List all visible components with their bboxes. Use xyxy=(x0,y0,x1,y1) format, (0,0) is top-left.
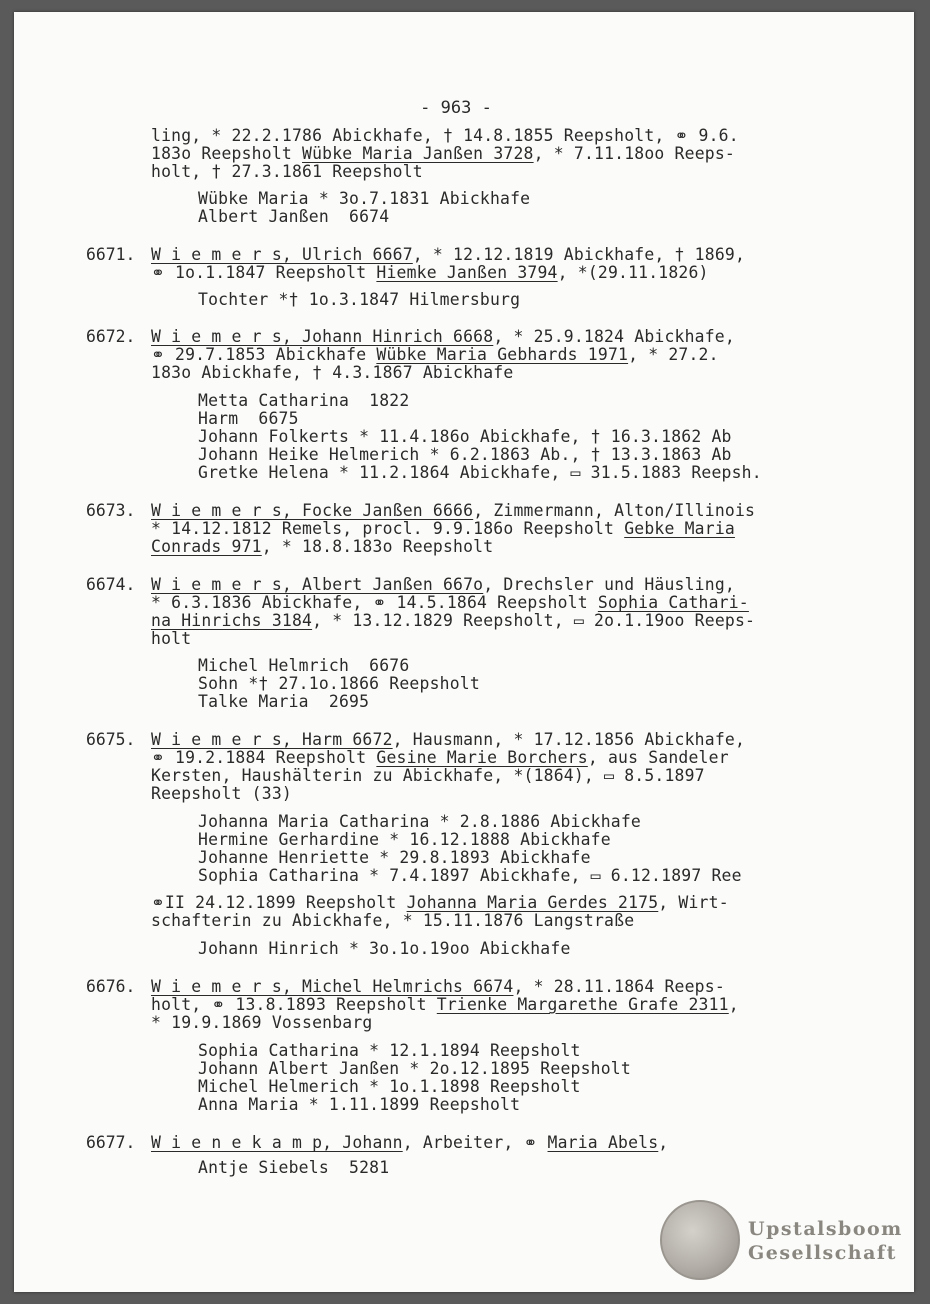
text-line: holt, ⚭ 13.8.1893 Reepsholt Trienke Margarethe Grafe 2311, xyxy=(151,995,739,1014)
child-line: Johann Heike Helmerich * 6.2.1863 Ab., † 13.3.1863 Ab xyxy=(198,445,732,464)
child-line: Johanna Maria Catharina * 2.8.1886 Abickhafe xyxy=(198,812,641,831)
child-line: Hermine Gerhardine * 16.12.1888 Abickhafe xyxy=(198,830,611,849)
spouse-link: Wübke Maria Gebhards 1971 xyxy=(376,345,629,364)
text-line: ⚭ 29.7.1853 Abickhafe Wübke Maria Gebhards 1971, * 27.2. xyxy=(151,345,719,364)
child-line: Johann Folkerts * 11.4.186o Abickhafe, † 16.3.1862 Ab xyxy=(198,427,732,446)
text-line: ling, * 22.2.1786 Abickhafe, † 14.8.1855 Reepsholt, ⚭ 9.6. xyxy=(151,126,739,145)
text-line: Kersten, Haushälterin zu Abickhafe, *(1864), ▭ 8.5.1897 xyxy=(151,766,705,785)
child-line: Tochter *† 1o.3.1847 Hilmersburg xyxy=(198,290,521,309)
spouse-link: Gesine Marie Borchers xyxy=(376,748,588,767)
brand-line: Upstalsboom xyxy=(748,1218,903,1240)
spouse-link: Johanna Maria Gerdes 2175 xyxy=(406,893,659,912)
child-line: Michel Helmrich 6676 xyxy=(198,656,410,675)
text-line: ⚭ 1o.1.1847 Reepsholt Hiemke Janßen 3794, *(29.11.1826) xyxy=(151,263,709,282)
entry-heading: W i e m e r s, Albert Janßen 667o, Drechsler und Häusling, xyxy=(151,575,735,594)
entry-number: 6676. xyxy=(86,977,136,996)
child-line: Gretke Helena * 11.2.1864 Abickhafe, ▭ 31.5.1883 Reepsh. xyxy=(198,463,762,482)
child-line: Sophia Catharina * 7.4.1897 Abickhafe, ▭ 6.12.1897 Ree xyxy=(198,866,742,885)
child-line: Anna Maria * 1.11.1899 Reepsholt xyxy=(198,1095,521,1114)
spouse-link: na Hinrichs 3184 xyxy=(151,611,313,630)
entry-heading: W i e m e r s, Johann Hinrich 6668, * 25.9.1824 Abickhafe, xyxy=(151,327,735,346)
spouse-link: Gebke Maria xyxy=(624,519,735,538)
entry-number: 6673. xyxy=(86,501,136,520)
text-line: * 6.3.1836 Abickhafe, ⚭ 14.5.1864 Reepsholt Sophia Cathari- xyxy=(151,593,749,612)
text-line: holt, † 27.3.1861 Reepsholt xyxy=(151,162,423,181)
child-line: Michel Helmerich * 1o.1.1898 Reepsholt xyxy=(198,1077,581,1096)
entry-number: 6671. xyxy=(86,245,136,264)
text-line: ⚭II 24.12.1899 Reepsholt Johanna Maria Gerdes 2175, Wirt- xyxy=(151,893,729,912)
spouse-link: Wübke Maria Janßen 3728 xyxy=(302,144,534,163)
child-line: Sophia Catharina * 12.1.1894 Reepsholt xyxy=(198,1041,581,1060)
text-line: Reepsholt (33) xyxy=(151,784,292,803)
child-line: Sohn *† 27.1o.1866 Reepsholt xyxy=(198,674,480,693)
entry-heading: W i e n e k a m p, Johann, Arbeiter, ⚭ Maria Abels, xyxy=(151,1133,669,1152)
text-line: schafterin zu Abickhafe, * 15.11.1876 Langstraße xyxy=(151,911,635,930)
entry-number: 6677. xyxy=(86,1133,136,1152)
entry-number: 6672. xyxy=(86,327,136,346)
child-line: Wübke Maria * 3o.7.1831 Abickhafe xyxy=(198,189,531,208)
child-line: Talke Maria 2695 xyxy=(198,692,370,711)
child-line: Johanne Henriette * 29.8.1893 Abickhafe xyxy=(198,848,591,867)
page-number: - 963 - xyxy=(420,98,492,118)
spouse-link: Maria Abels xyxy=(547,1133,659,1152)
spouse-link: Hiemke Janßen 3794 xyxy=(376,263,558,282)
entry-number: 6675. xyxy=(86,730,136,749)
text-line: * 14.12.1812 Remels, procl. 9.9.186o Reepsholt Gebke Maria xyxy=(151,519,735,538)
child-line: Albert Janßen 6674 xyxy=(198,207,390,226)
child-line: Antje Siebels 5281 xyxy=(198,1158,390,1177)
text-line: 183o Reepsholt Wübke Maria Janßen 3728, * 7.11.18oo Reeps- xyxy=(151,144,735,163)
entry-number: 6674. xyxy=(86,575,136,594)
entry-heading: W i e m e r s, Ulrich 6667, * 12.12.1819 Abickhafe, † 1869, xyxy=(151,245,746,264)
entry-heading: W i e m e r s, Focke Janßen 6666, Zimmermann, Alton/Illinois xyxy=(151,501,756,520)
child-line: Johann Hinrich * 3o.1o.19oo Abickhafe xyxy=(198,939,571,958)
text-line: na Hinrichs 3184, * 13.12.1829 Reepsholt, ▭ 2o.1.19oo Reeps- xyxy=(151,611,756,630)
brand-line: Gesellschaft xyxy=(748,1242,897,1264)
text-line: * 19.9.1869 Vossenbarg xyxy=(151,1013,373,1032)
text-line: 183o Abickhafe, † 4.3.1867 Abickhafe xyxy=(151,363,514,382)
child-line: Metta Catharina 1822 xyxy=(198,391,410,410)
spouse-link: Conrads 971 xyxy=(151,537,262,556)
child-line: Harm 6675 xyxy=(198,409,299,428)
text-line: holt xyxy=(151,629,192,648)
child-line: Johann Albert Janßen * 2o.12.1895 Reepsholt xyxy=(198,1059,631,1078)
spouse-link: Trienke Margarethe Grafe 2311 xyxy=(436,995,729,1014)
spouse-link: Sophia Cathari- xyxy=(597,593,749,612)
document-page xyxy=(14,12,914,1292)
text-line: Conrads 971, * 18.8.183o Reepsholt xyxy=(151,537,494,556)
entry-heading: W i e m e r s, Michel Helmrichs 6674, * 28.11.1864 Reeps- xyxy=(151,977,725,996)
text-line: ⚭ 19.2.1884 Reepsholt Gesine Marie Borchers, aus Sandeler xyxy=(151,748,729,767)
seal-logo-icon xyxy=(660,1200,740,1280)
entry-heading: W i e m e r s, Harm 6672, Hausmann, * 17.12.1856 Abickhafe, xyxy=(151,730,746,749)
